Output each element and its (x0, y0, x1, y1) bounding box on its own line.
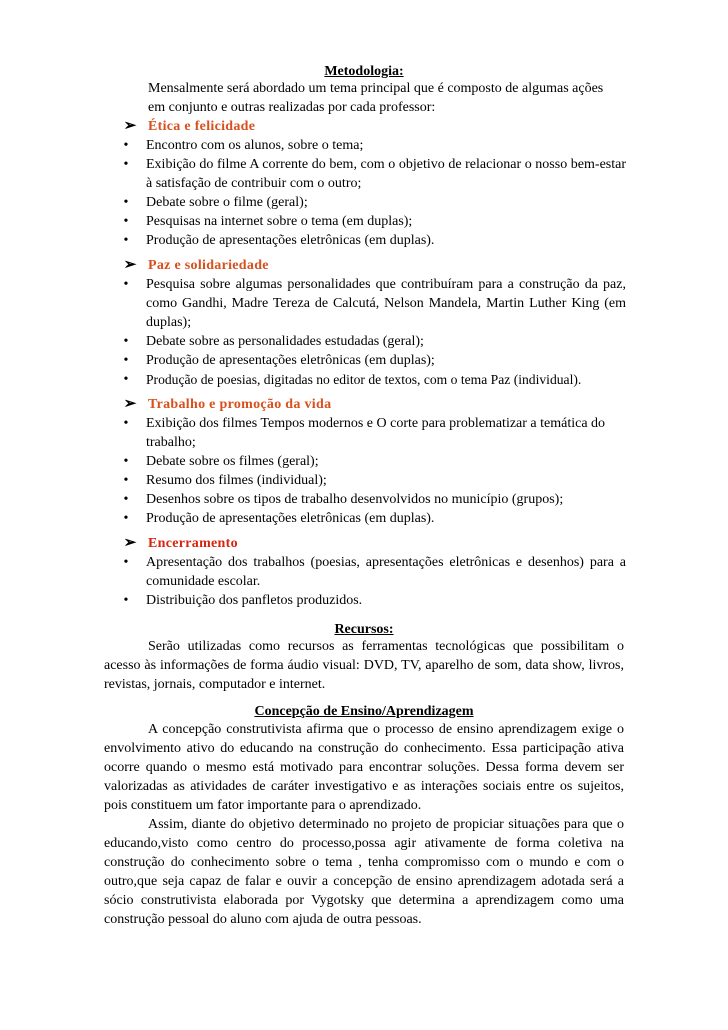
bullet-icon: • (123, 195, 129, 210)
list-item: • Produção de poesias, digitadas no editor de textos, com o tema Paz (individual). (106, 370, 626, 389)
theme-heading-paz: ➢ Paz e solidariedade (112, 256, 612, 275)
list-item: • Pesquisas na internet sobre o tema (em duplas); (106, 212, 626, 231)
bullet-icon: • (123, 277, 129, 292)
list-item: • Encontro com os alunos, sobre o tema; (106, 136, 626, 155)
list-item: • Pesquisa sobre algumas personalidades que contribuíram para a construção da paz, como Gandhi, Madre Tereza de Calcutá, Nelson Mandela, Martin Luther King (em duplas); (106, 275, 626, 332)
arrow-bullet-icon: ➢ (123, 396, 137, 412)
bullet-icon: • (123, 454, 129, 469)
list-item: • Exibição do filme A corrente do bem, com o objetivo de relacionar o nosso bem-estar à satisfação de contribuir com o outro; (106, 155, 626, 193)
recursos-text: Serão utilizadas como recursos as ferramentas tecnológicas que possibilitam o acesso às informações de forma áudio visual: DVD, TV, aparelho de som, data show, livros, revistas, jornais, computador e internet. (104, 639, 624, 692)
recursos-title: Recursos: (334, 622, 394, 637)
list-item: • Apresentação dos trabalhos (poesias, apresentações eletrônicas e desenhos) para a comunidade escolar. (106, 553, 626, 591)
bullet-icon: • (123, 334, 129, 349)
list-item: • Distribuição dos panfletos produzidos. (106, 591, 626, 610)
list-item: • Produção de apresentações eletrônicas (em duplas). (106, 231, 626, 250)
bullet-icon: • (123, 157, 129, 172)
list-item: • Desenhos sobre os tipos de trabalho desenvolvidos no município (grupos); (106, 490, 626, 509)
arrow-bullet-icon: ➢ (123, 535, 137, 551)
list-item: • Debate sobre o filme (geral); (106, 193, 626, 212)
bullet-icon: • (123, 138, 129, 153)
concepcao-title: Concepção de Ensino/Aprendizagem (254, 704, 474, 719)
list-item: • Resumo dos filmes (individual); (106, 471, 626, 490)
theme-heading-etica: ➢ Ética e felicidade (112, 117, 612, 136)
list-item: • Debate sobre as personalidades estudadas (geral); (106, 332, 626, 351)
bullet-icon: • (123, 353, 129, 368)
bullet-icon: • (123, 473, 129, 488)
bullet-icon: • (123, 511, 129, 526)
concepcao-paragraph: Assim, diante do objetivo determinado no projeto de propiciar situações para que o educando,visto como centro do processo,possa agir ativamente de forma coletiva na construção do conhecimento sobre o tema , tenha compromisso com o mundo e com o outro,que seja capaz de falar e ouvir a concepção de ensino aprendizagem adotada será a sócio construtivista elaborada por Vygotsky que determina a aprendizagem como uma construção pessoal do aluno com ajuda de outra pessoas. (104, 817, 624, 927)
bullet-icon: • (123, 555, 129, 570)
bullet-icon: • (123, 593, 129, 608)
bullet-icon: • (123, 372, 129, 387)
list-item: • Exibição dos filmes Tempos modernos e O corte para problematizar a temática do trabalho; (106, 414, 626, 452)
bullet-icon: • (123, 214, 129, 229)
list-item: • Produção de apresentações eletrônicas (em duplas). (106, 509, 626, 528)
theme-heading-encerramento: ➢ Encerramento (112, 534, 612, 553)
list-item: • Debate sobre os filmes (geral); (106, 452, 626, 471)
bullet-icon: • (123, 416, 129, 431)
concepcao-paragraph: A concepção construtivista afirma que o processo de ensino aprendizagem exige o envolvimento ativo do educando na construção do conhecimento. Essa participação ativa ocorre quando o mesmo está motivado para encontrar soluções. Dessa forma devem ser valorizadas as atividades de caráter investigativo e as interações sociais entre os sujeitos, pois constituem um fator importante para o aprendizado. (104, 722, 624, 813)
bullet-icon: • (123, 233, 129, 248)
bullet-icon: • (123, 492, 129, 507)
list-item: • Produção de apresentações eletrônicas (em duplas); (106, 351, 626, 370)
metodologia-intro: Mensalmente será abordado um tema principal que é composto de algumas ações em conjunto e outras realizadas por cada professor: (148, 81, 604, 115)
arrow-bullet-icon: ➢ (123, 118, 137, 134)
arrow-bullet-icon: ➢ (123, 257, 137, 273)
metodologia-title: Metodologia: (324, 64, 404, 79)
theme-heading-trabalho: ➢ Trabalho e promoção da vida (112, 395, 612, 414)
